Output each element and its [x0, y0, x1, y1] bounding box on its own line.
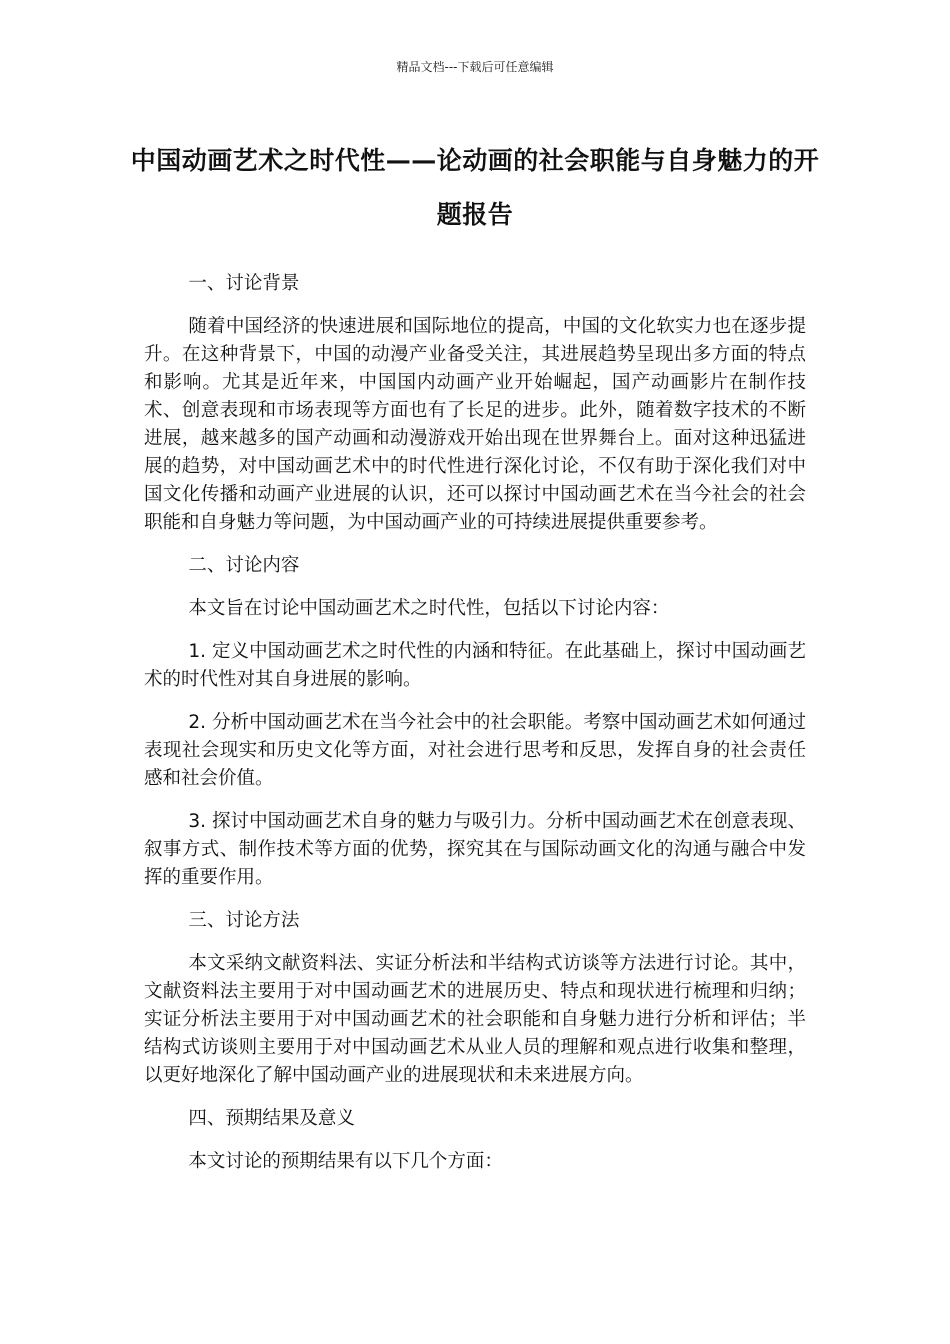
paragraph-content-intro: 本文旨在讨论中国动画艺术之时代性，包括以下讨论内容：	[188, 598, 670, 619]
list-item-content-1: 1. 定义中国动画艺术之时代性的内涵和特征。在此基础上，探讨中国动画艺术的时代性对其自身进展的影响。	[144, 641, 806, 690]
section-heading-background: 一、讨论背景	[188, 273, 300, 294]
paragraph-results-intro: 本文讨论的预期结果有以下几个方面：	[188, 1151, 503, 1172]
section-heading-content: 二、讨论内容	[188, 555, 300, 576]
document-title: 中国动画艺术之时代性——论动画的社会职能与自身魅力的开题报告	[130, 146, 820, 229]
paragraph-method: 本文采纳文献资料法、实证分析法和半结构式访谈等方法进行讨论。其中，文献资料法主要用于对中国动画艺术的进展历史、特点和现状进行梳理和归纳；实证分析法主要用于对中国动画艺术的社会职能和自身魅力进行分析和评估；半结构式访谈则主要用于对中国动画艺术从业人员的理解和观点进行收集和整理，以更好地深化了解中国动画产业的进展现状和未来进展方向。	[144, 953, 806, 1086]
section-heading-results: 四、预期结果及意义	[188, 1108, 355, 1129]
list-item-content-3: 3. 探讨中国动画艺术自身的魅力与吸引力。分析中国动画艺术在创意表现、叙事方式、制作技术等方面的优势，探究其在与国际动画文化的沟通与融合中发挥的重要作用。	[144, 811, 806, 888]
list-item-content-2: 2. 分析中国动画艺术在当今社会中的社会职能。考察中国动画艺术如何通过表现社会现实和历史文化等方面，对社会进行思考和反思，发挥自身的社会责任感和社会价值。	[144, 712, 806, 789]
header-note: 精品文档---下载后可任意编辑	[396, 60, 554, 74]
section-heading-method: 三、讨论方法	[188, 910, 300, 931]
paragraph-background: 随着中国经济的快速进展和国际地位的提高，中国的文化软实力也在逐步提升。在这种背景下，中国的动漫产业备受关注，其进展趋势呈现出多方面的特点和影响。尤其是近年来，中国国内动画产业开始崛起，国产动画影片在制作技术、创意表现和市场表现等方面也有了长足的进步。此外，随着数字技术的不断进展，越来越多的国产动画和动漫游戏开始出现在世界舞台上。面对这种迅猛进展的趋势，对中国动画艺术中的时代性进行深化讨论，不仅有助于深化我们对中国文化传播和动画产业进展的认识，还可以探讨中国动画艺术在当今社会的社会职能和自身魅力等问题，为中国动画产业的可持续进展提供重要参考。	[144, 316, 806, 533]
document-body	[144, 270, 806, 1191]
